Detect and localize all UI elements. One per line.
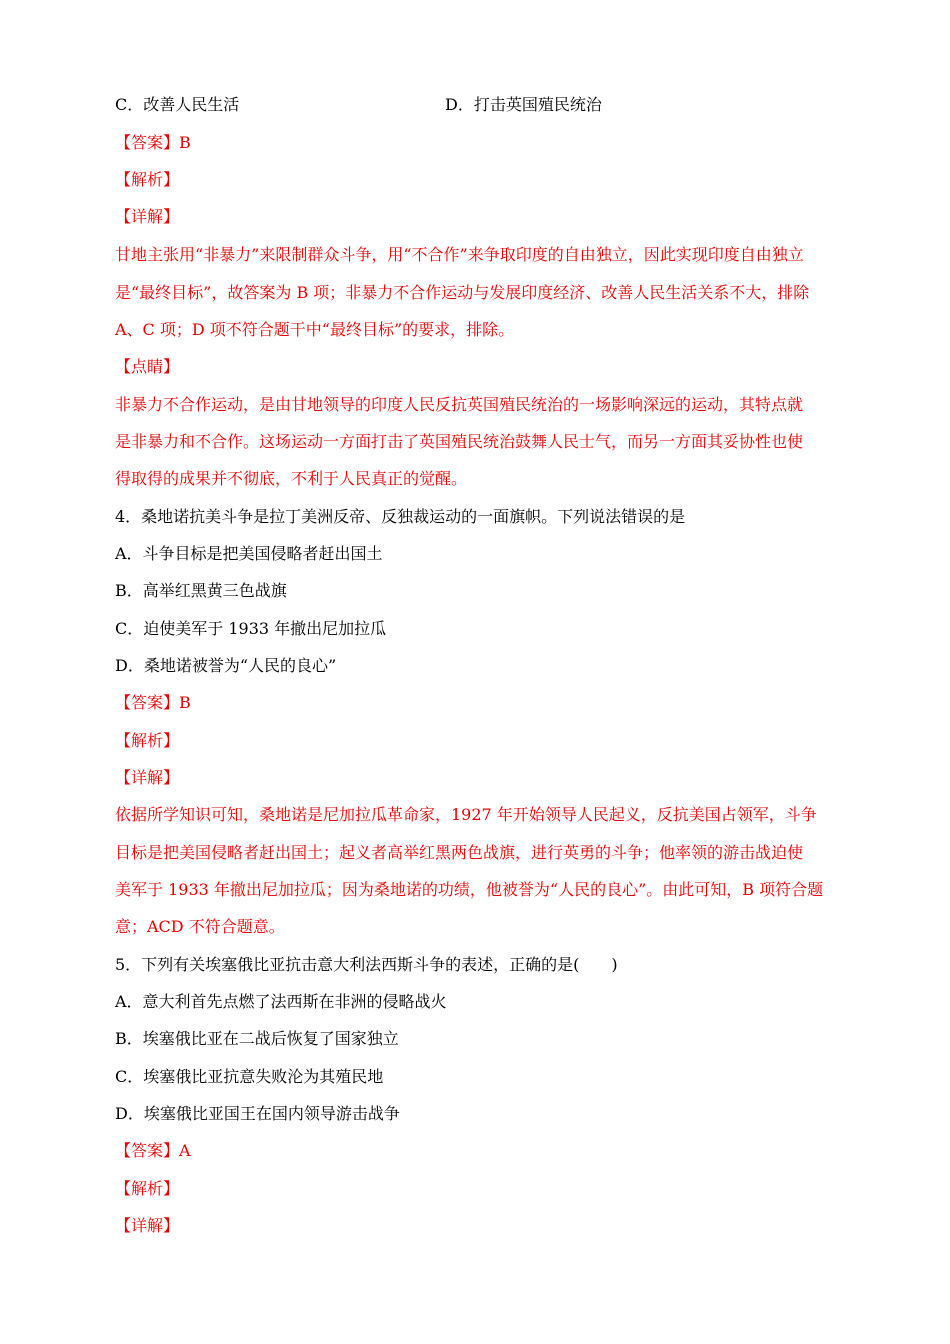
answer-label: 【答案】A <box>115 1141 191 1160</box>
option-d: D．打击英国殖民统治 <box>445 95 602 114</box>
comment-text-line: 是非暴力和不合作。这场运动一方面打击了英国殖民统治鼓舞人民士气，而另一方面其妥协性也使 <box>115 432 804 451</box>
option-c: C．迫使美军于 1933 年撤出尼加拉瓜 <box>115 619 387 638</box>
question-stem: 4．桑地诺抗美斗争是拉丁美洲反帝、反独裁运动的一面旗帜。下列说法错误的是 <box>115 507 686 526</box>
question-stem: 5．下列有关埃塞俄比亚抗击意大利法西斯斗争的表述，正确的是( ) <box>115 955 618 974</box>
detail-text-line: 美军于 1933 年撤出尼加拉瓜；因为桑地诺的功绩，他被誉为“人民的良心”。由此可知，B 项符合题 <box>115 880 824 899</box>
detail-label: 【详解】 <box>115 768 180 787</box>
detail-label: 【详解】 <box>115 207 180 226</box>
detail-text-line: 是“最终目标”，故答案为 B 项；非暴力不合作运动与发展印度经济、改善人民生活关系不大，排除 <box>115 283 810 302</box>
option-a: A．斗争目标是把美国侵略者赶出国土 <box>115 544 383 563</box>
option-b: B．高举红黑黄三色战旗 <box>115 581 287 600</box>
detail-text-line: 意；ACD 不符合题意。 <box>115 917 285 936</box>
option-a: A．意大利首先点燃了法西斯在非洲的侵略战火 <box>115 992 447 1011</box>
detail-label: 【详解】 <box>115 1216 180 1235</box>
option-d: D．桑地诺被誉为“人民的良心” <box>115 656 337 675</box>
detail-text-line: 目标是把美国侵略者赶出国土；起义者高举红黑两色战旗，进行英勇的斗争；他率领的游击战迫使 <box>115 843 804 862</box>
option-d: D．埃塞俄比亚国王在国内领导游击战争 <box>115 1104 400 1123</box>
comment-text-line: 得取得的成果并不彻底，不利于人民真正的觉醒。 <box>115 469 468 488</box>
analysis-label: 【解析】 <box>115 731 180 750</box>
comment-label: 【点睛】 <box>115 357 180 376</box>
comment-text-line: 非暴力不合作运动，是由甘地领导的印度人民反抗英国殖民统治的一场影响深远的运动，其特点就 <box>115 395 804 414</box>
analysis-label: 【解析】 <box>115 1179 180 1198</box>
detail-text-line: 依据所学知识可知，桑地诺是尼加拉瓜革命家，1927 年开始领导人民起义，反抗美国占领军，斗争 <box>115 805 817 824</box>
detail-text-line: 甘地主张用“非暴力”来限制群众斗争，用“不合作”来争取印度的自由独立，因此实现印度自由独立 <box>115 245 804 264</box>
option-c: C．改善人民生活 <box>115 95 240 114</box>
detail-text-line: A、C 项；D 项不符合题干中“最终目标”的要求，排除。 <box>115 320 515 339</box>
option-b: B．埃塞俄比亚在二战后恢复了国家独立 <box>115 1029 399 1048</box>
analysis-label: 【解析】 <box>115 170 180 189</box>
answer-label: 【答案】B <box>115 133 191 152</box>
option-c: C．埃塞俄比亚抗意失败沦为其殖民地 <box>115 1067 384 1086</box>
answer-label: 【答案】B <box>115 693 191 712</box>
